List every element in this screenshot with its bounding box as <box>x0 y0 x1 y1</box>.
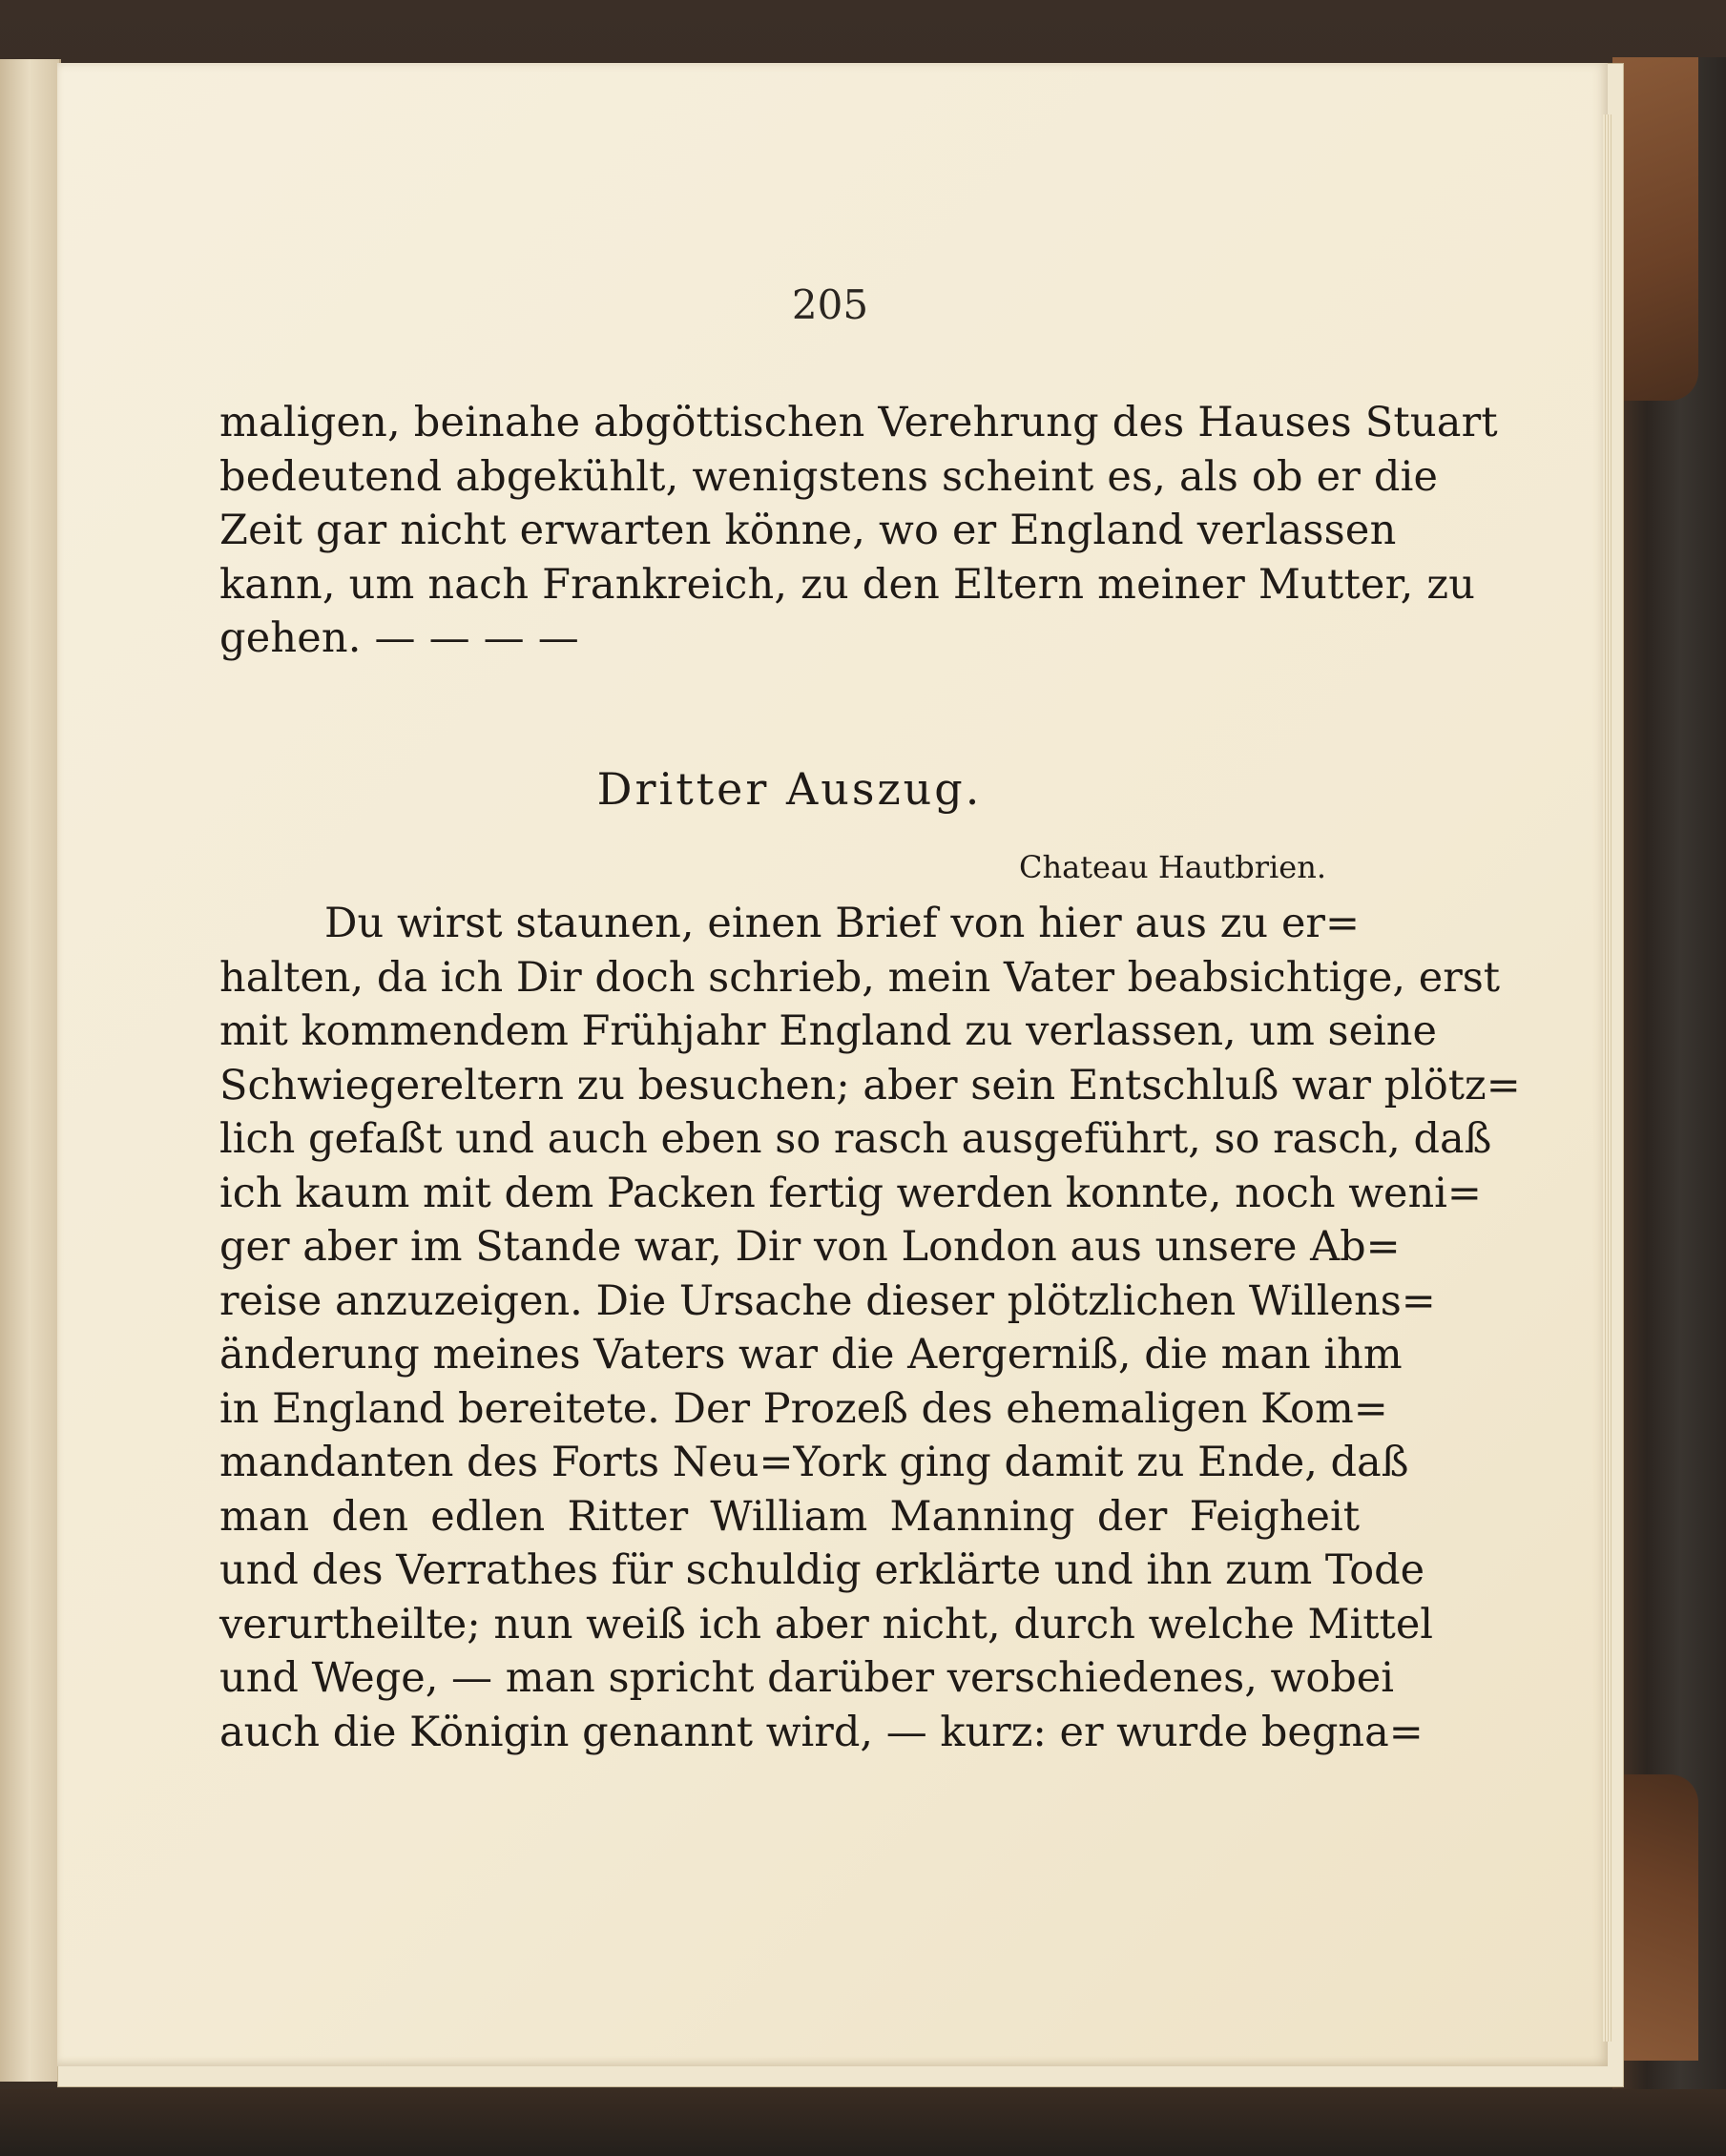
text-line: Schwiegereltern zu besuchen; aber sein Entschluß war plötz= <box>219 1061 1521 1109</box>
text-line: verurtheilte; nun weiß ich aber nicht, durch welche Mittel <box>219 1600 1434 1648</box>
text-line: und Wege, — man spricht darüber verschiedenes, wobei <box>219 1654 1394 1702</box>
book-cover-bottom <box>0 2089 1726 2156</box>
section-heading: Dritter Auszug. <box>596 763 983 815</box>
text-line: mit kommendem Frühjahr England zu verlassen, um seine <box>219 1007 1437 1055</box>
text-line: mandanten des Forts Neu=York ging damit zu Ende, daß <box>219 1439 1409 1486</box>
letter-body <box>219 897 1521 1759</box>
leather-corner-top <box>1612 57 1698 401</box>
text-line: bedeutend abgekühlt, wenigstens scheint es, als ob er die <box>219 452 1439 501</box>
text-line: auch die Königin genannt wird, — kurz: er wurde begna= <box>219 1708 1424 1756</box>
text-line: halten, da ich Dir doch schrieb, mein Vater beabsichtige, erst <box>219 953 1501 1002</box>
letter-place-line: Chateau Hautbrien. <box>1018 849 1326 885</box>
text-line: ich kaum mit dem Packen fertig werden konnte, noch weni= <box>219 1169 1482 1217</box>
text-line: und des Verrathes für schuldig erklärte und ihn zum Tode <box>219 1546 1425 1594</box>
continued-paragraph <box>219 396 1498 666</box>
text-line: maligen, beinahe abgöttischen Verehrung des Hauses Stuart <box>219 399 1498 446</box>
text-line: in England bereitete. Der Prozeß des ehemaligen Kom= <box>219 1384 1388 1433</box>
text-line: ger aber im Stande war, Dir von London aus unsere Ab= <box>219 1223 1401 1271</box>
left-page-edge <box>0 59 61 2082</box>
page-edges <box>1603 114 1612 2042</box>
leather-corner-bottom <box>1612 1774 1698 2061</box>
text-line: Zeit gar nicht erwarten könne, wo er England verlassen <box>219 507 1397 554</box>
text-line: lich gefaßt und auch eben so rasch ausgeführt, so rasch, daß <box>219 1115 1492 1163</box>
text-line: kann, um nach Frankreich, zu den Eltern meiner Mutter, zu <box>219 560 1476 609</box>
text-line: reise anzuzeigen. Die Ursache dieser plötzlichen Willens= <box>219 1276 1436 1325</box>
text-line: änderung meines Vaters war die Aergerniß, die man ihm <box>219 1331 1403 1379</box>
page-number: 205 <box>791 281 869 328</box>
text-line: man den edlen Ritter William Manning der Feigheit <box>219 1492 1360 1541</box>
text-line: gehen. — — — — <box>219 614 579 662</box>
text-line: Du wirst staunen, einen Brief von hier aus zu er= <box>324 900 1360 947</box>
